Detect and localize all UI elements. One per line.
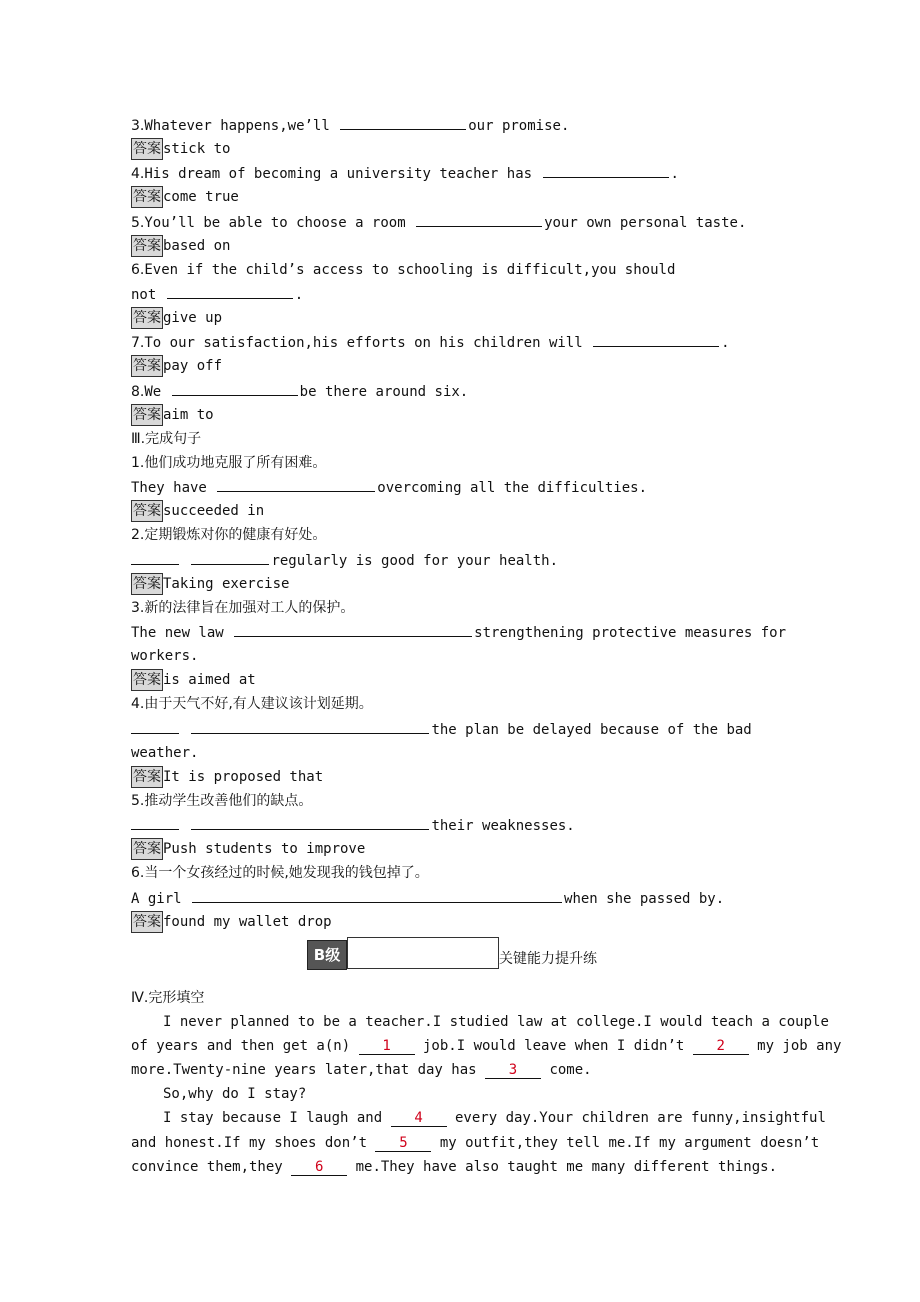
answer-blank (191, 813, 429, 830)
answer-row: 答案 aim to (131, 403, 791, 427)
answer-blank (234, 620, 472, 637)
section-heading-3: Ⅲ.完成句子 (131, 430, 202, 447)
q3-6-en: A girl when she passed by. (131, 886, 791, 910)
q3-5-cn: 5.推动学生改善他们的缺点。 (131, 792, 313, 809)
q3-4-en: the plan be delayed because of the bad (131, 717, 791, 741)
answer-blank (543, 161, 669, 178)
answer-blank (167, 282, 293, 299)
answer-tag: 答案 (131, 186, 163, 208)
passage-line: of years and then get a(n) 1 job.I would leave when I didn’t 2 my job any (131, 1038, 842, 1055)
q3-2-cn: 2.定期锻炼对你的健康有好处。 (131, 527, 327, 544)
passage-line: I never planned to be a teacher.I studied law at college.I would teach a couple (163, 1013, 829, 1030)
answer-row: 答案 Taking exercise (131, 572, 791, 596)
exercise-content (131, 113, 842, 1179)
answer-tag: 答案 (131, 307, 163, 329)
q3-6-cn: 6.当一个女孩经过的时候,她发现我的钱包掉了。 (131, 865, 429, 882)
q2-5: 5.You’ll be able to choose a room your own personal taste. (131, 210, 791, 234)
answer-tag: 答案 (131, 669, 163, 691)
passage-line: and honest.If my shoes don’t 5 my outfit,they tell me.If my argument doesn’t (131, 1134, 820, 1151)
q3-2-en: regularly is good for your health. (131, 548, 791, 572)
answer-tag: 答案 (131, 766, 163, 788)
answer-tag: 答案 (131, 573, 163, 595)
answer-blank (131, 548, 179, 565)
answer-blank (131, 717, 179, 734)
passage-line: convince them,they 6 me.They have also taught me many different things. (131, 1158, 778, 1175)
answer-row: 答案 come true (131, 185, 791, 209)
answer-tag: 答案 (131, 138, 163, 160)
answer-blank (191, 717, 429, 734)
answer-tag: 答案 (131, 355, 163, 377)
gap-blank-3: 3 (485, 1062, 541, 1079)
answer-blank (416, 210, 542, 227)
answer-row: 答案 is aimed at (131, 668, 791, 692)
gap-blank-2: 2 (693, 1038, 749, 1055)
q3-4-cn: 4.由于天气不好,有人建议该计划延期。 (131, 696, 373, 713)
q3-1-en: They have overcoming all the difficulties. (131, 475, 791, 499)
level-name-box (347, 937, 499, 969)
q2-6: 6.Even if the child’s access to schooling is difficult,you should (131, 261, 676, 278)
q3-1-cn: 1.他们成功地克服了所有困难。 (131, 454, 327, 471)
q3-3-cn: 3.新的法律旨在加强对工人的保护。 (131, 599, 355, 616)
q2-8: 8.We be there around six. (131, 379, 791, 403)
level-banner (131, 934, 791, 986)
answer-row: 答案 stick to (131, 137, 791, 161)
answer-row: 答案 succeeded in (131, 499, 791, 523)
answer-blank (131, 813, 179, 830)
q3-4-en-cont: weather. (131, 744, 199, 761)
answer-row: 答案 based on (131, 234, 791, 258)
q3-3-en-cont: workers. (131, 648, 199, 665)
answer-tag: 答案 (131, 404, 163, 426)
answer-blank (340, 113, 466, 130)
answer-row: 答案 It is proposed that (131, 765, 791, 789)
answer-row: 答案 Push students to improve (131, 837, 791, 861)
q2-4: 4.His dream of becoming a university teacher has . (131, 161, 791, 185)
answer-tag: 答案 (131, 235, 163, 257)
gap-blank-6: 6 (291, 1159, 347, 1176)
answer-blank (191, 548, 269, 565)
answer-row: 答案 pay off (131, 354, 791, 378)
gap-blank-4: 4 (391, 1110, 447, 1127)
answer-row: 答案 give up (131, 306, 791, 330)
answer-blank (217, 475, 375, 492)
level-badge: B级 (307, 940, 347, 970)
q2-3: 3.Whatever happens,we’ll our promise. (131, 113, 791, 137)
q3-3-en: The new law strengthening protective measures for (131, 620, 791, 644)
answer-blank (192, 886, 562, 903)
answer-blank (172, 379, 298, 396)
passage-line: So,why do I stay? (163, 1086, 307, 1103)
answer-tag: 答案 (131, 500, 163, 522)
q2-7: 7.To our satisfaction,his efforts on his children will . (131, 330, 791, 354)
answer-row: 答案 found my wallet drop (131, 910, 791, 934)
section-heading-4: Ⅳ.完形填空 (131, 989, 205, 1006)
answer-tag: 答案 (131, 911, 163, 933)
answer-blank (593, 330, 719, 347)
passage-line: I stay because I laugh and 4 every day.Your children are funny,insightful (163, 1110, 826, 1127)
gap-blank-1: 1 (359, 1038, 415, 1055)
answer-tag: 答案 (131, 838, 163, 860)
gap-blank-5: 5 (375, 1135, 431, 1152)
level-title: 关键能力提升练 (499, 950, 597, 967)
q3-5-en: their weaknesses. (131, 813, 791, 837)
passage-line: more.Twenty-nine years later,that day has 3 come. (131, 1062, 592, 1079)
q2-6-cont: not . (131, 282, 791, 306)
